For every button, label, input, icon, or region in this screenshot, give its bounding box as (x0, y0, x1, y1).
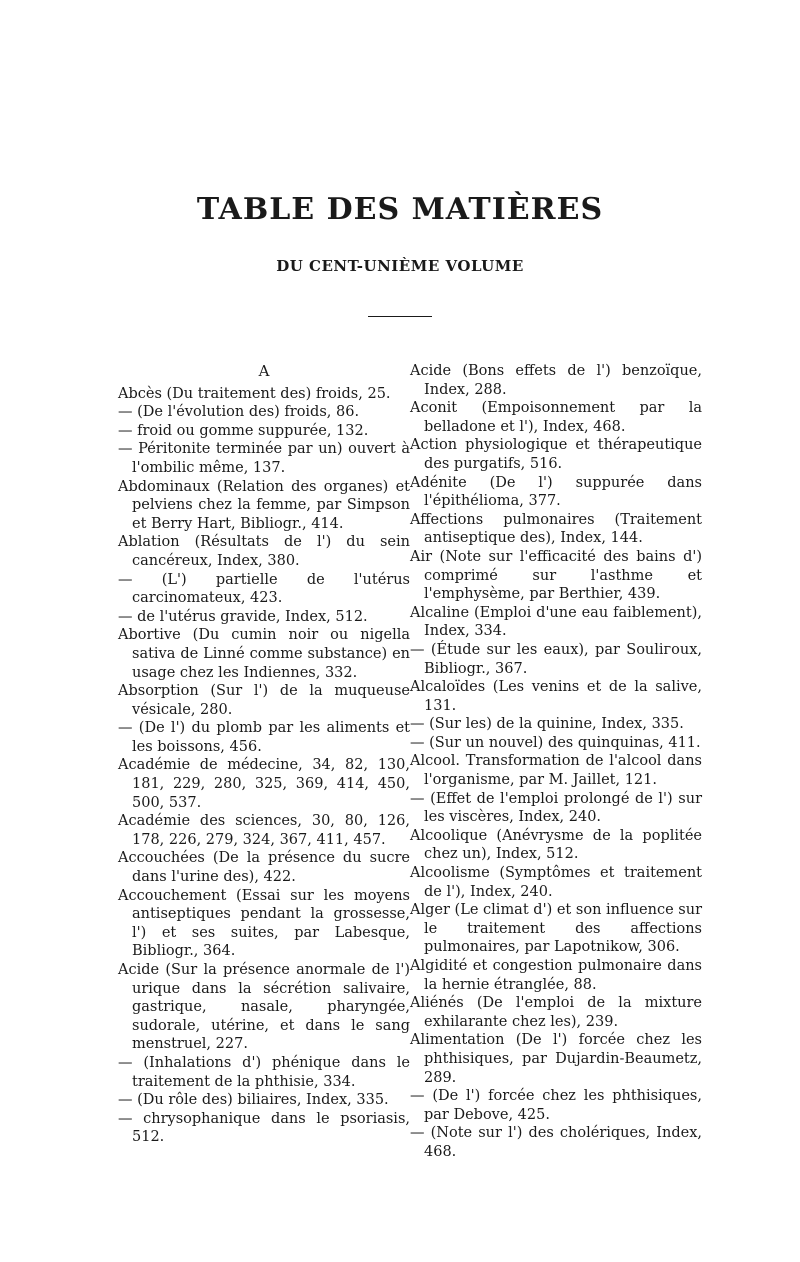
index-entry: Acide (Bons effets de l') benzoïque, Index, 288. (410, 363, 702, 398)
section-letter: A (258, 362, 270, 380)
right-column (410, 362, 702, 1162)
right-entries-list (410, 362, 702, 1162)
index-entry: Acide (Sur la présence anormale de l') urique dans la sécrétion salivaire, gastrique, nasale, pharyngée, sudorale, utérine, et dans le sang menstruel, 227. (118, 962, 410, 1053)
index-entry: — (De l'évolution des) froids, 86. (118, 404, 360, 421)
page-title: TABLE DES MATIÈRES (196, 192, 604, 227)
index-entry: Action physiologique et thérapeutique des purgatifs, 516. (410, 437, 702, 472)
index-entry: — (Inhalations d') phénique dans le traitement de la phthisie, 334. (118, 1054, 410, 1090)
index-entry: Alcaline (Emploi d'une eau faiblement), Index, 334. (410, 604, 702, 640)
index-entry: Ablation (Résultats de l') du sein cancéreux, Index, 380. (118, 534, 410, 569)
index-entry: Alcool. Transformation de l'alcool dans l'organisme, par M. Jaillet, 121. (410, 753, 702, 789)
page-subtitle: DU CENT-UNIÈME VOLUME (276, 257, 524, 275)
index-entry: Alcaloïdes (Les venins et de la salive, 131. (410, 679, 702, 714)
left-entries-list (118, 385, 410, 1147)
index-entry: Abcès (Du traitement des) froids, 25. (118, 385, 391, 402)
index-entry: Académie des sciences, 30, 80, 126, 178, 226, 279, 324, 367, 411, 457. (118, 813, 410, 848)
index-entry: Académie de médecine, 34, 82, 130, 181, 229, 280, 325, 369, 414, 450, 500, 537. (118, 757, 410, 811)
index-entry: Alcoolique (Anévrysme de la poplitée chez un), Index, 512. (410, 827, 702, 863)
index-entry: Affections pulmonaires (Traitement antiseptique des), Index, 144. (410, 511, 702, 547)
index-entry: Accouchées (De la présence du sucre dans l'urine des), 422. (118, 850, 410, 886)
index-entry: Abortive (Du cumin noir ou nigella sativa de Linné comme substance) en usage chez les Indiennes, 332. (118, 627, 410, 681)
index-entry: — (Du rôle des) biliaires, Index, 335. (118, 1092, 389, 1109)
index-entry: — (De l') du plomb par les aliments et les boissons, 456. (118, 720, 410, 755)
index-entry: — Péritonite terminée par un) ouvert à l'ombilic même, 137. (118, 441, 410, 476)
index-entry: — de l'utérus gravide, Index, 512. (118, 608, 368, 625)
index-entry: — (Sur les) de la quinine, Index, 335. (410, 716, 684, 733)
title-divider (368, 316, 432, 317)
index-entry: — (De l') forcée chez les phthisiques, par Debove, 425. (410, 1088, 702, 1123)
index-entry: Alcoolisme (Symptômes et traitement de l'), Index, 240. (410, 865, 702, 900)
index-entry: Aliénés (De l'emploi de la mixture exhilarante chez les), 239. (410, 995, 702, 1030)
index-entry: Abdominaux (Relation des organes) et pelviens chez la femme, par Simpson et Berry Hart, Bibliogr., 414. (118, 478, 410, 532)
index-entry: — (Note sur l') des cholériques, Index, 468. (410, 1125, 702, 1160)
index-entry: Air (Note sur l'efficacité des bains d') comprimé sur l'asthme et l'emphysème, par Berthier, 439. (410, 548, 702, 603)
index-entry: Accouchement (Essai sur les moyens antiseptiques pendant la grossesse, l') et ses suites, par Labesque, Bibliogr., 364. (118, 887, 410, 960)
index-entry: — (L') partielle de l'utérus carcinomateux, 423. (118, 571, 410, 607)
index-entry: Alimentation (De l') forcée chez les phthisiques, par Dujardin-Beaumetz, 289. (410, 1032, 702, 1086)
index-entry: Aconit (Empoisonnement par la belladone et l'), Index, 468. (410, 400, 702, 435)
left-column (118, 362, 410, 1147)
index-entry: Algidité et congestion pulmonaire dans la hernie étranglée, 88. (410, 958, 702, 993)
index-entry: Alger (Le climat d') et son influence sur le traitement des affections pulmonaires, par Lapotnikow, 306. (410, 902, 702, 956)
index-entry: — froid ou gomme suppurée, 132. (118, 422, 369, 439)
index-entry: — (Sur un nouvel) des quinquinas, 411. (410, 734, 701, 751)
index-entry: — (Effet de l'emploi prolongé de l') sur les viscères, Index, 240. (410, 790, 702, 826)
index-entry: — (Étude sur les eaux), par Soulігoux, Bibliogr., 367. (410, 641, 702, 677)
index-entry: — chrysophanique dans le psoriasis, 512. (118, 1110, 410, 1146)
index-entry: Absorption (Sur l') de la muqueuse vésicale, 280. (118, 683, 410, 718)
index-entry: Adénite (De l') suppurée dans l'épithélioma, 377. (410, 474, 702, 510)
